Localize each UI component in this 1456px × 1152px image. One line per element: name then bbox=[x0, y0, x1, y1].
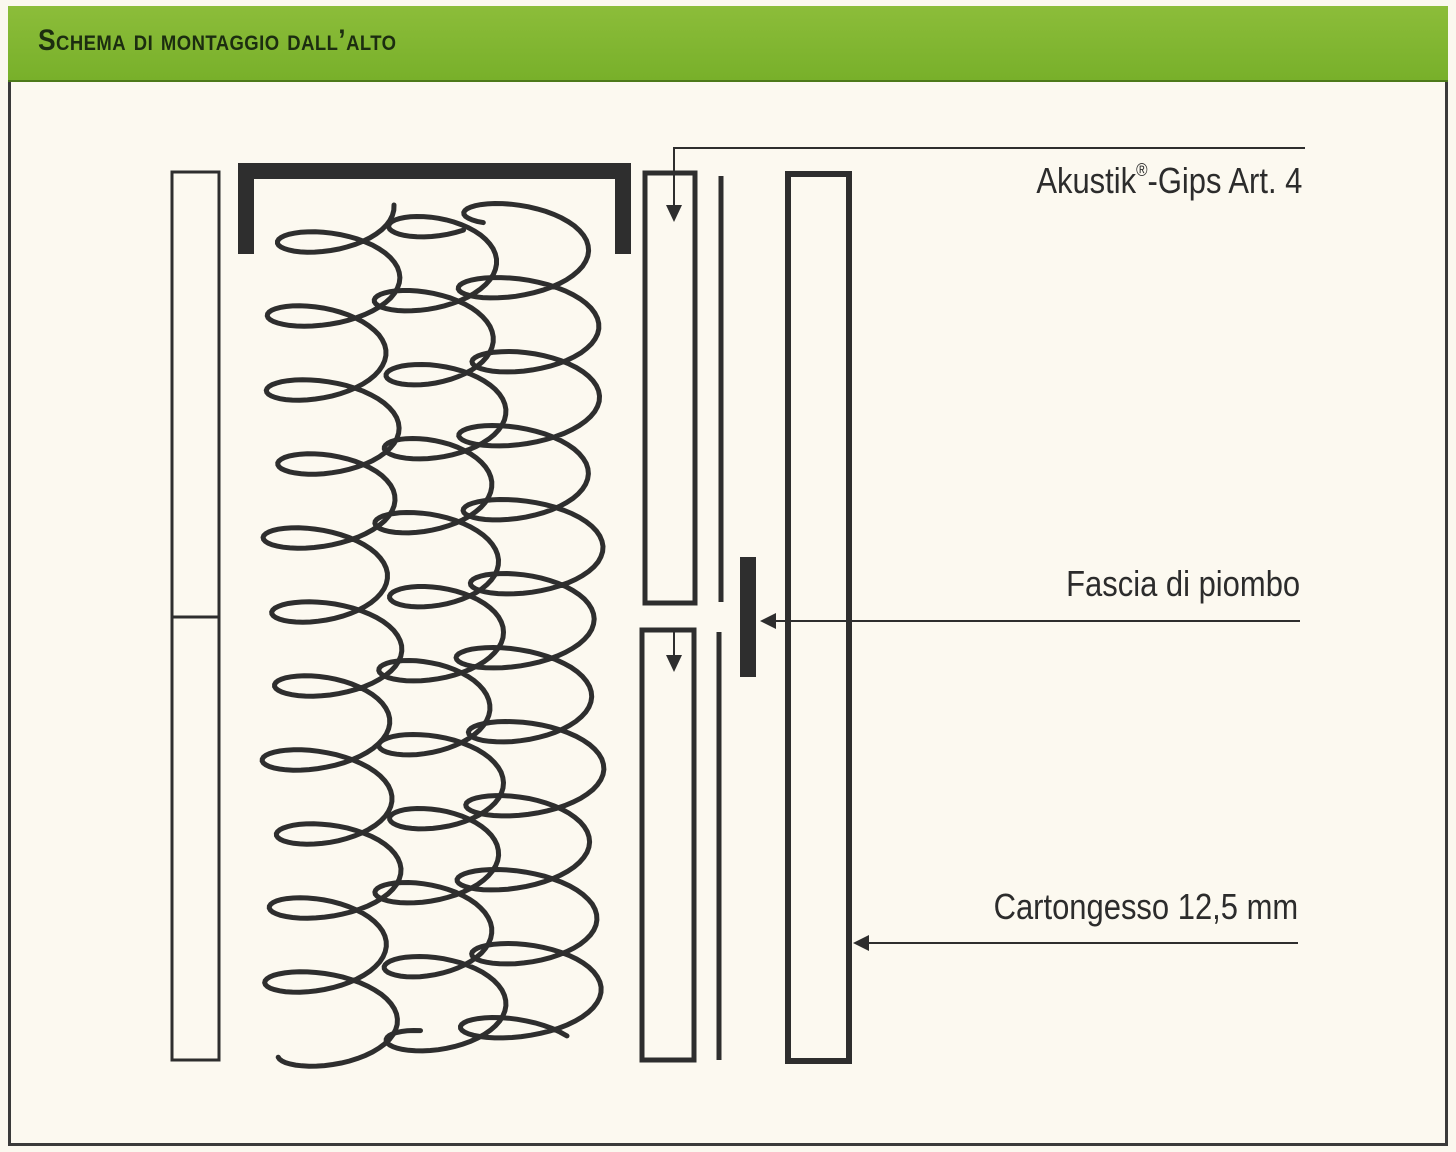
u-channel-profile bbox=[246, 171, 623, 254]
cartongesso-board bbox=[788, 174, 849, 1061]
akustik-board-upper bbox=[645, 173, 695, 603]
page-title: Schema di montaggio dall’alto bbox=[38, 24, 397, 57]
fascia-arrowhead bbox=[760, 613, 776, 629]
label-akustik-gips: Akustik®-Gips Art. 4 bbox=[1035, 160, 1302, 201]
akustik-board-lower bbox=[642, 630, 694, 1060]
mineral-wool-insulation bbox=[262, 204, 604, 1067]
akustik-arrowhead-upper bbox=[666, 205, 682, 222]
lead-strip bbox=[740, 557, 756, 677]
wool-coil bbox=[262, 205, 402, 1066]
label-fascia-di-piombo: Fascia di piombo bbox=[1065, 563, 1300, 604]
cartongesso-arrowhead bbox=[853, 935, 869, 951]
akustik-arrowhead-lower bbox=[666, 655, 682, 672]
wool-coil bbox=[456, 204, 604, 1038]
label-cartongesso: Cartongesso 12,5 mm bbox=[993, 886, 1298, 927]
